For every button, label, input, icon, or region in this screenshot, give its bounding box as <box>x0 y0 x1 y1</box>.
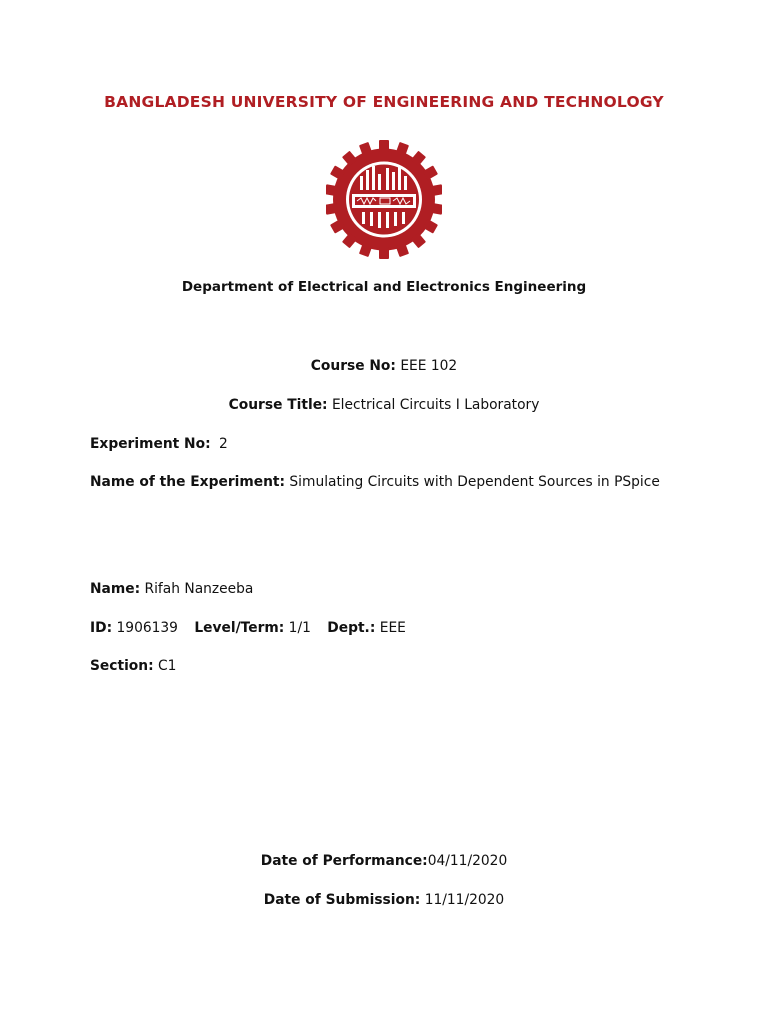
course-no-line <box>0 358 768 374</box>
section-line: Section: C1 <box>90 658 177 674</box>
level-term-label: Level/Term <box>194 620 279 636</box>
experiment-name-value: Simulating Circuits with Dependent Sources in PSpice <box>289 474 660 490</box>
section-label: Section <box>90 658 149 674</box>
date-of-submission-line <box>0 892 768 908</box>
performance-date-value: 04/11/2020 <box>427 853 508 869</box>
student-id-value: 1906139 <box>116 620 178 636</box>
course-title-value: Electrical Circuits I Laboratory <box>331 397 540 413</box>
dept-value: EEE <box>379 620 406 636</box>
course-no-value: EEE 102 <box>400 358 458 374</box>
experiment-name-line <box>90 474 660 490</box>
experiment-no-label: Experiment No: <box>90 436 211 452</box>
course-no-label: Course No: <box>310 358 396 374</box>
submission-date-label: Date of Submission: <box>263 892 421 908</box>
course-title-line <box>0 397 768 413</box>
experiment-no-line <box>90 436 228 452</box>
buet-gear-emblem-icon <box>326 140 442 259</box>
course-title-label: Course Title: <box>228 397 328 413</box>
student-id-line: ID: 1906139 Level/Term: 1/1 Dept.: EEE <box>90 620 406 636</box>
student-name-value: Rifah Nanzeeba <box>144 581 254 597</box>
student-id-label: ID <box>90 620 107 636</box>
student-name-label: Name <box>90 581 135 597</box>
level-term-value: 1/1 <box>288 620 311 636</box>
university-title: BANGLADESH UNIVERSITY OF ENGINEERING AND TECHNOLOGY <box>104 93 664 111</box>
dept-label: Dept. <box>327 620 370 636</box>
department-title: Department of Electrical and Electronics Engineering <box>181 279 587 295</box>
performance-date-label: Date of Performance: <box>260 853 428 869</box>
student-name-line: Name: Rifah Nanzeeba <box>90 581 254 597</box>
submission-date-value: 11/11/2020 <box>424 892 505 908</box>
experiment-no-value: 2 <box>218 436 228 452</box>
date-of-performance-line <box>0 853 768 869</box>
section-value: C1 <box>158 658 177 674</box>
experiment-name-label: Name of the Experiment: <box>90 474 286 490</box>
